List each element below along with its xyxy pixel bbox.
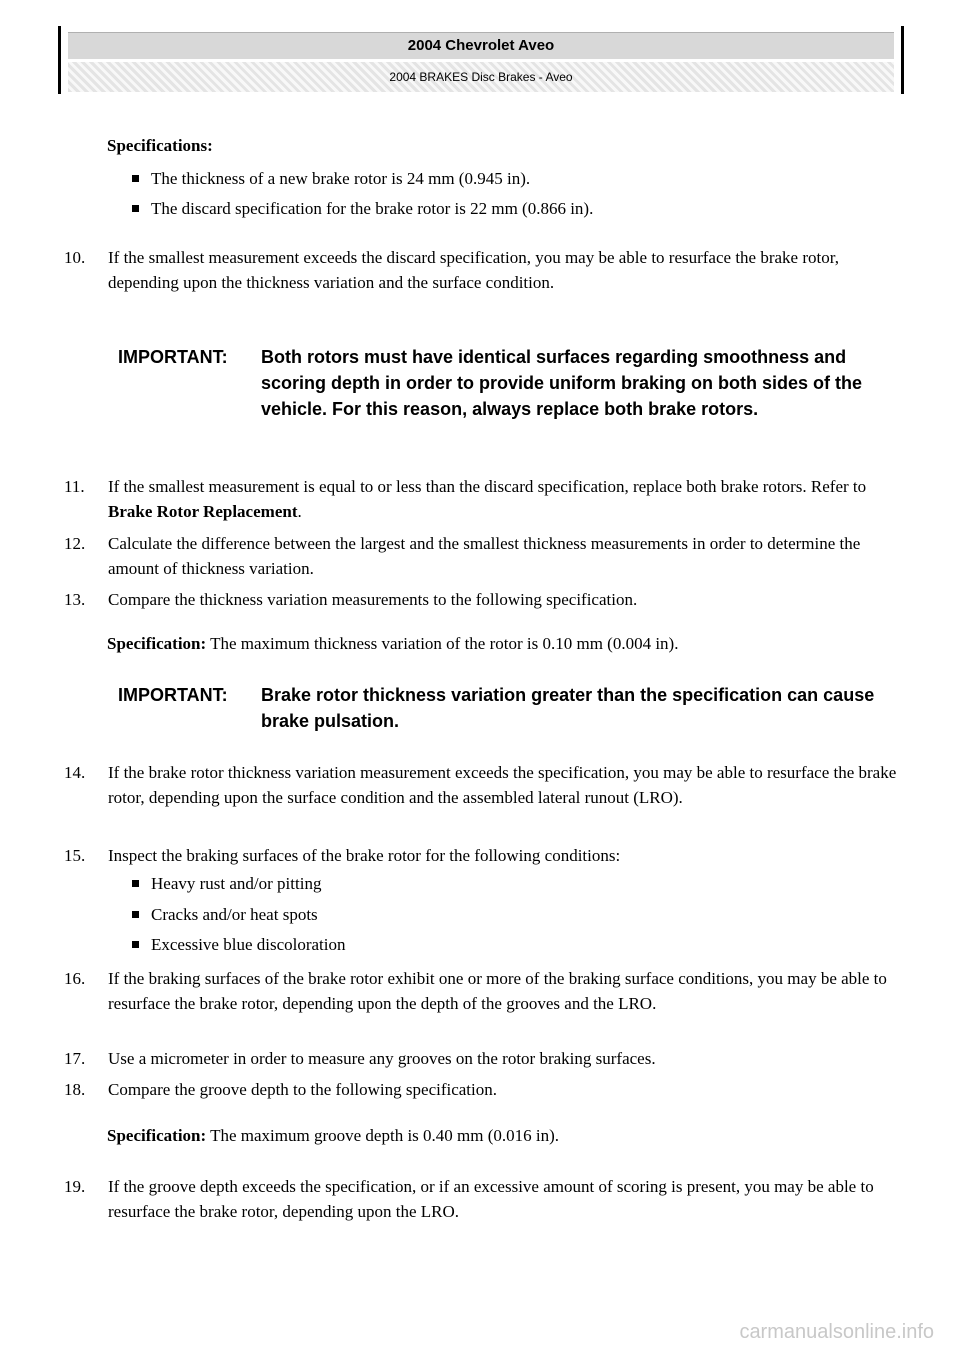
specifications-heading: Specifications: xyxy=(107,136,213,155)
step-text: If the smallest measurement exceeds the discard specification, you may be able to resurface the brake rotor, depending upon the thickness variation and the surface condition. xyxy=(108,248,839,292)
step-number: 19. xyxy=(64,1177,86,1196)
specification-text: The maximum thickness variation of the rotor is 0.10 mm (0.004 in). xyxy=(210,634,679,653)
step-number: 14. xyxy=(64,763,86,782)
step-18 xyxy=(64,1077,909,1102)
step-number: 11. xyxy=(64,477,85,496)
step-text: If the brake rotor thickness variation measurement exceeds the specification, you may be able to resurface the brake rotor, depending upon the surface condition and the assembled lateral runout (LRO). xyxy=(108,763,897,807)
watermark: carmanualsonline.info xyxy=(739,1321,934,1343)
header-right-rule xyxy=(901,26,904,94)
condition-bullet: Heavy rust and/or pitting xyxy=(132,874,321,894)
header-subtitle: 2004 BRAKES Disc Brakes - Aveo xyxy=(389,70,573,84)
step-number: 15. xyxy=(64,846,86,865)
brake-rotor-replacement-link[interactable]: Brake Rotor Replacement xyxy=(108,502,298,521)
important-note xyxy=(118,682,908,734)
step-17 xyxy=(64,1046,909,1071)
specification-label: Specification: xyxy=(107,634,207,653)
step-text-post: . xyxy=(297,502,302,521)
important-text: Both rotors must have identical surfaces regarding smoothness and scoring depth in order to provide uniform braking on both sides of the vehicle. For this reason, always replace both brake rotors. xyxy=(261,347,863,419)
step-12 xyxy=(64,531,909,581)
header-title: 2004 Chevrolet Aveo xyxy=(68,32,894,59)
step-number: 12. xyxy=(64,534,86,553)
step-text: Use a micrometer in order to measure any grooves on the rotor braking surfaces. xyxy=(108,1049,656,1068)
step-text: If the braking surfaces of the brake rotor exhibit one or more of the braking surface conditions, you may be able to resurface the brake rotor, depending upon the depth of the grooves and the LRO. xyxy=(108,969,887,1013)
specification-label: Specification: xyxy=(107,1126,207,1145)
step-15 xyxy=(64,843,909,868)
specification-text: The maximum groove depth is 0.40 mm (0.016 in). xyxy=(210,1126,560,1145)
step-number: 10. xyxy=(64,248,86,267)
step-text: Inspect the braking surfaces of the brake rotor for the following conditions: xyxy=(108,846,621,865)
spec-bullet: The thickness of a new brake rotor is 24 mm (0.945 in). xyxy=(132,169,530,189)
condition-bullet: Cracks and/or heat spots xyxy=(132,905,318,925)
step-19 xyxy=(64,1174,909,1224)
step-text: Compare the thickness variation measurements to the following specification. xyxy=(108,590,638,609)
important-note xyxy=(118,344,908,422)
step-text: Calculate the difference between the largest and the smallest thickness measurements in order to determine the amount of thickness variation. xyxy=(108,534,861,578)
step-14 xyxy=(64,760,909,810)
specification-line xyxy=(107,634,678,654)
spec-bullet: The discard specification for the brake rotor is 22 mm (0.866 in). xyxy=(132,199,593,219)
header-left-rule xyxy=(58,26,61,94)
step-number: 13. xyxy=(64,590,86,609)
step-10 xyxy=(64,245,909,295)
important-text: Brake rotor thickness variation greater than the specification can cause brake pulsation. xyxy=(261,685,875,731)
step-text-pre: If the smallest measurement is equal to or less than the discard specification, replace both brake rotors. Refer to xyxy=(108,477,867,496)
step-text: If the groove depth exceeds the specification, or if an excessive amount of scoring is present, you may be able to resurface the brake rotor, depending upon the LRO. xyxy=(108,1177,874,1221)
step-16 xyxy=(64,966,909,1016)
step-text xyxy=(108,474,909,524)
step-number: 17. xyxy=(64,1049,86,1068)
step-text: Compare the groove depth to the following specification. xyxy=(108,1080,498,1099)
step-13 xyxy=(64,587,909,612)
step-11 xyxy=(64,474,909,524)
header-subtitle-band xyxy=(68,62,894,92)
important-label: IMPORTANT: xyxy=(118,685,228,705)
specification-line xyxy=(107,1126,559,1146)
condition-bullet: Excessive blue discoloration xyxy=(132,935,346,955)
step-number: 18. xyxy=(64,1080,86,1099)
step-number: 16. xyxy=(64,969,86,988)
important-label: IMPORTANT: xyxy=(118,347,228,367)
